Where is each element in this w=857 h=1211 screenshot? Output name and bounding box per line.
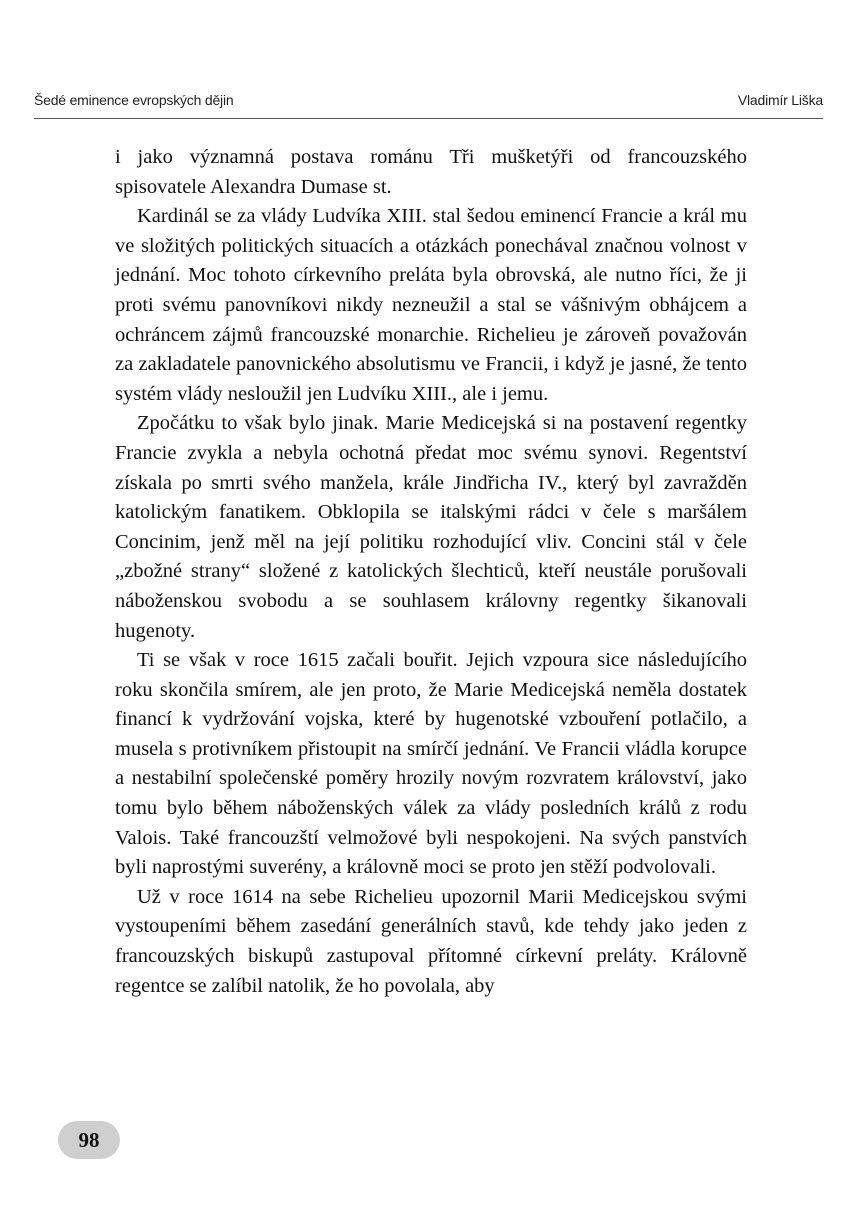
paragraph: Ti se však v roce 1615 začali bouřit. Jejich vzpoura sice následujícího roku skončila smírem, ale jen proto, že Marie Medicejská neměla dostatek financí k vydržování vojska, které by hugenotské vzbouření potlačilo, a musela s protivníkem přistoupit na smírčí jednání. Ve Francii vládla korupce a nestabilní společenské poměry hrozily novým rozvratem království, jako tomu bylo během náboženských válek za vlády posledních králů z rodu Valois. Také francouzští velmožové byli nespokojeni. Na svých panstvích byli naprostými suverény, a královně moci se proto jen stěží podvolovali.	[115, 649, 747, 879]
paragraph: Už v roce 1614 na sebe Richelieu upozornil Marii Medicejskou svými vystoupeními během zasedání generálních stavů, kde tehdy jako jeden z francouzských biskupů zastupoval přítomné církevní preláty. Královně regentce se zalíbil natolik, že ho povolala, aby	[115, 885, 747, 997]
running-header	[34, 92, 823, 114]
paragraph: Kardinál se za vlády Ludvíka XIII. stal šedou eminencí Francie a král mu ve složitých politických situacích a otázkách ponechával značnou volnost v jednání. Moc tohoto církevního preláta byla obrovská, ale nutno říci, že ji proti svému panovníkovi nikdy nezneužil a stal se vášnivým obhájcem a ochráncem zájmů francouzské monarchie. Richelieu je zároveň považován za zakladatele panovnického absolutismu ve Francii, i když je jasné, že tento systém vlády nesloužil jen Ludvíku XIII., ale i jemu.	[115, 205, 747, 405]
page-number: 98	[78, 1128, 100, 1152]
page-number-badge	[58, 1121, 120, 1159]
book-title: Šedé eminence evropských dějin	[34, 92, 234, 108]
author-name: Vladimír Liška	[737, 92, 823, 108]
page-body	[115, 143, 747, 1001]
paragraph-continued: i jako významná postava románu Tři mušketýři od francouzského spisovatele Alexandra Dumase st.	[115, 146, 747, 198]
header-divider	[34, 118, 823, 119]
paragraph: Zpočátku to však bylo jinak. Marie Medicejská si na postavení regentky Francie zvykla a nebyla ochotná předat moc svému synovi. Regentství získala po smrti svého manžela, krále Jindřicha IV., který byl zavražděn katolickým fanatikem. Obklopila se italskými rádci v čele s maršálem Concinim, jenž měl na její politiku rozhodující vliv. Concini stál v čele „zbožné strany“ složené z katolických šlechticů, kteří neustále porušovali náboženskou svobodu a se souhlasem královny regentky šikanovali hugenoty.	[115, 412, 747, 642]
